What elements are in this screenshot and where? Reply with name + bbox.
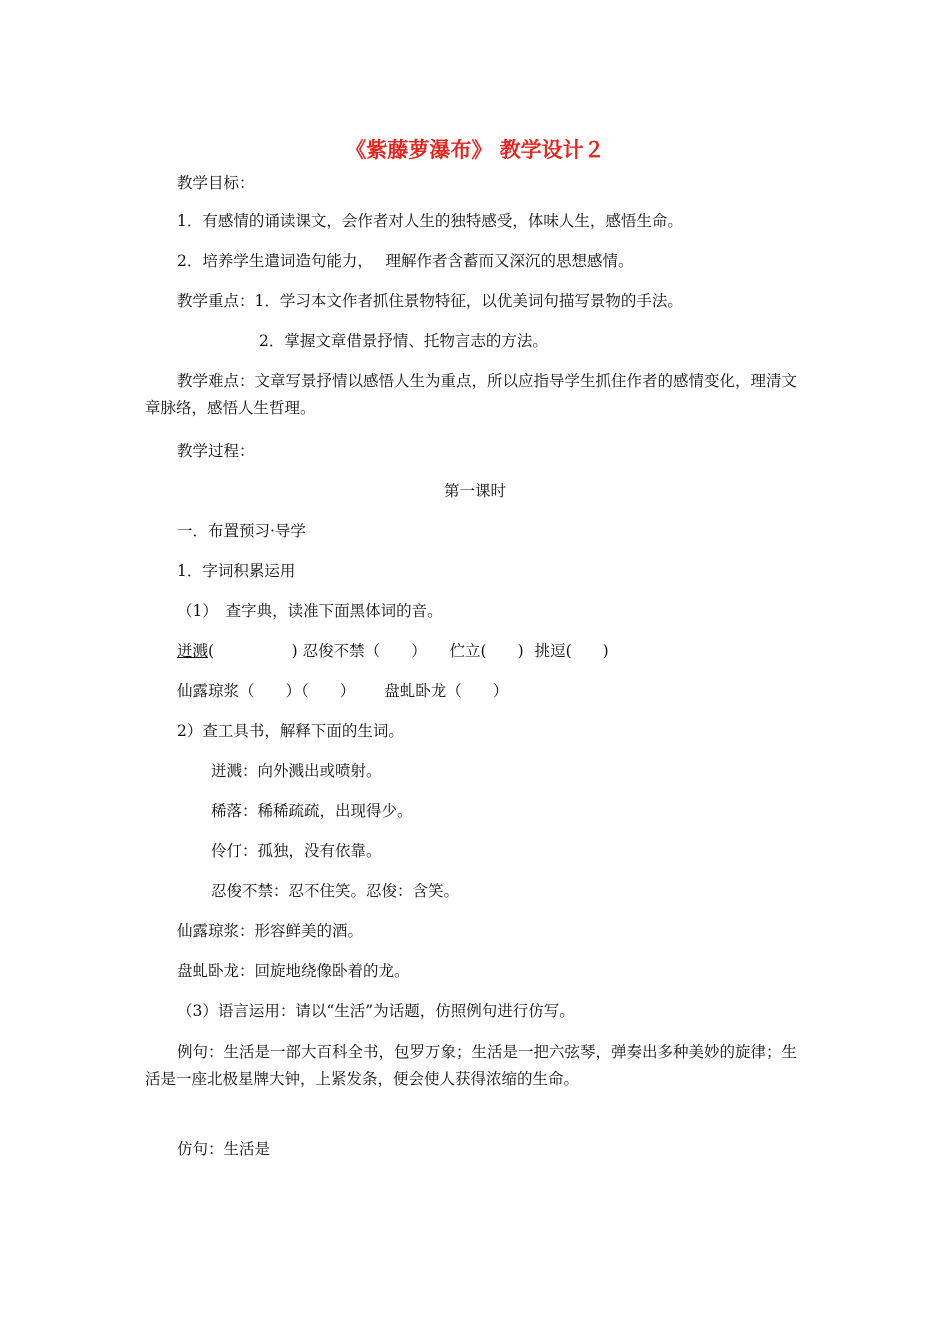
key-points-1: 教学重点：1．学习本文作者抓住景物特征，以优美词句描写景物的手法。 — [177, 292, 683, 310]
definition-2: 稀落：稀稀疏疏，出现得少。 — [211, 802, 413, 820]
pinyin-word: 迸溅 — [177, 642, 209, 660]
pinyin-blank: （ ）（ ） — [239, 682, 356, 700]
definition-6: 盘虬卧龙：回旋地绕像卧着的龙。 — [177, 962, 410, 980]
objectives-heading: 教学目标： — [177, 174, 255, 192]
imitation-line: 仿句：生活是 — [177, 1140, 271, 1158]
task-1: （1） 查字典，读准下面黑体词的音。 — [177, 602, 443, 620]
pinyin-blank: （ ） — [446, 682, 509, 700]
document-title: 《紫藤萝瀑布》 教学设计２ — [345, 138, 605, 162]
pinyin-blank: ( ) — [208, 642, 298, 660]
lesson-heading: 第一课时 — [443, 482, 506, 500]
pinyin-row-2 — [177, 680, 508, 702]
pinyin-word: 仙露琼浆 — [177, 682, 240, 700]
process-heading: 教学过程： — [177, 442, 255, 460]
objective-2: 2．培养学生遣词造句能力， 理解作者含蓄而又深沉的思想感情。 — [177, 252, 634, 270]
task-3: （3）语言运用：请以“生活”为话题，仿照例句进行仿写。 — [177, 1002, 575, 1020]
definition-4: 忍俊不禁：忍不住笑。忍俊：含笑。 — [211, 882, 460, 900]
definition-5: 仙露琼浆：形容鲜美的酒。 — [177, 922, 364, 940]
pinyin-word: 忍俊不禁 — [302, 642, 365, 660]
pinyin-blank: ( ) — [480, 642, 524, 660]
pinyin-word: 挑逗 — [534, 642, 566, 660]
item-1-heading: 1．字词积累运用 — [177, 562, 296, 580]
definition-3: 伶仃：孤独，没有依靠。 — [211, 842, 382, 860]
pinyin-word: 盘虬卧龙 — [384, 682, 447, 700]
objective-1: 1．有感情的诵读课文，会作者对人生的独特感受，体味人生，感悟生命。 — [177, 212, 683, 230]
pinyin-blank: ( ) — [565, 642, 609, 660]
definition-1: 迸溅：向外溅出或喷射。 — [211, 762, 382, 780]
section-1-heading: 一．布置预习·导学 — [177, 522, 306, 540]
pinyin-word: 伫立 — [449, 642, 481, 660]
example-paragraph: 例句：生活是一部大百科全书，包罗万象；生活是一把六弦琴，弹奏出多种美妙的旋律；生活是一座北极星牌大钟，上紧发条，便会使人获得浓缩的生命。 — [145, 1043, 798, 1088]
pinyin-row-1 — [177, 640, 609, 662]
difficulty-paragraph: 教学难点：文章写景抒情以感悟人生为重点，所以应指导学生抓住作者的感情变化，理清文章脉络，感悟人生哲理。 — [145, 372, 798, 417]
pinyin-blank: （ ） — [364, 642, 427, 660]
key-points-2: 2．掌握文章借景抒情、托物言志的方法。 — [259, 332, 548, 350]
task-2: 2）查工具书，解释下面的生词。 — [177, 722, 404, 740]
